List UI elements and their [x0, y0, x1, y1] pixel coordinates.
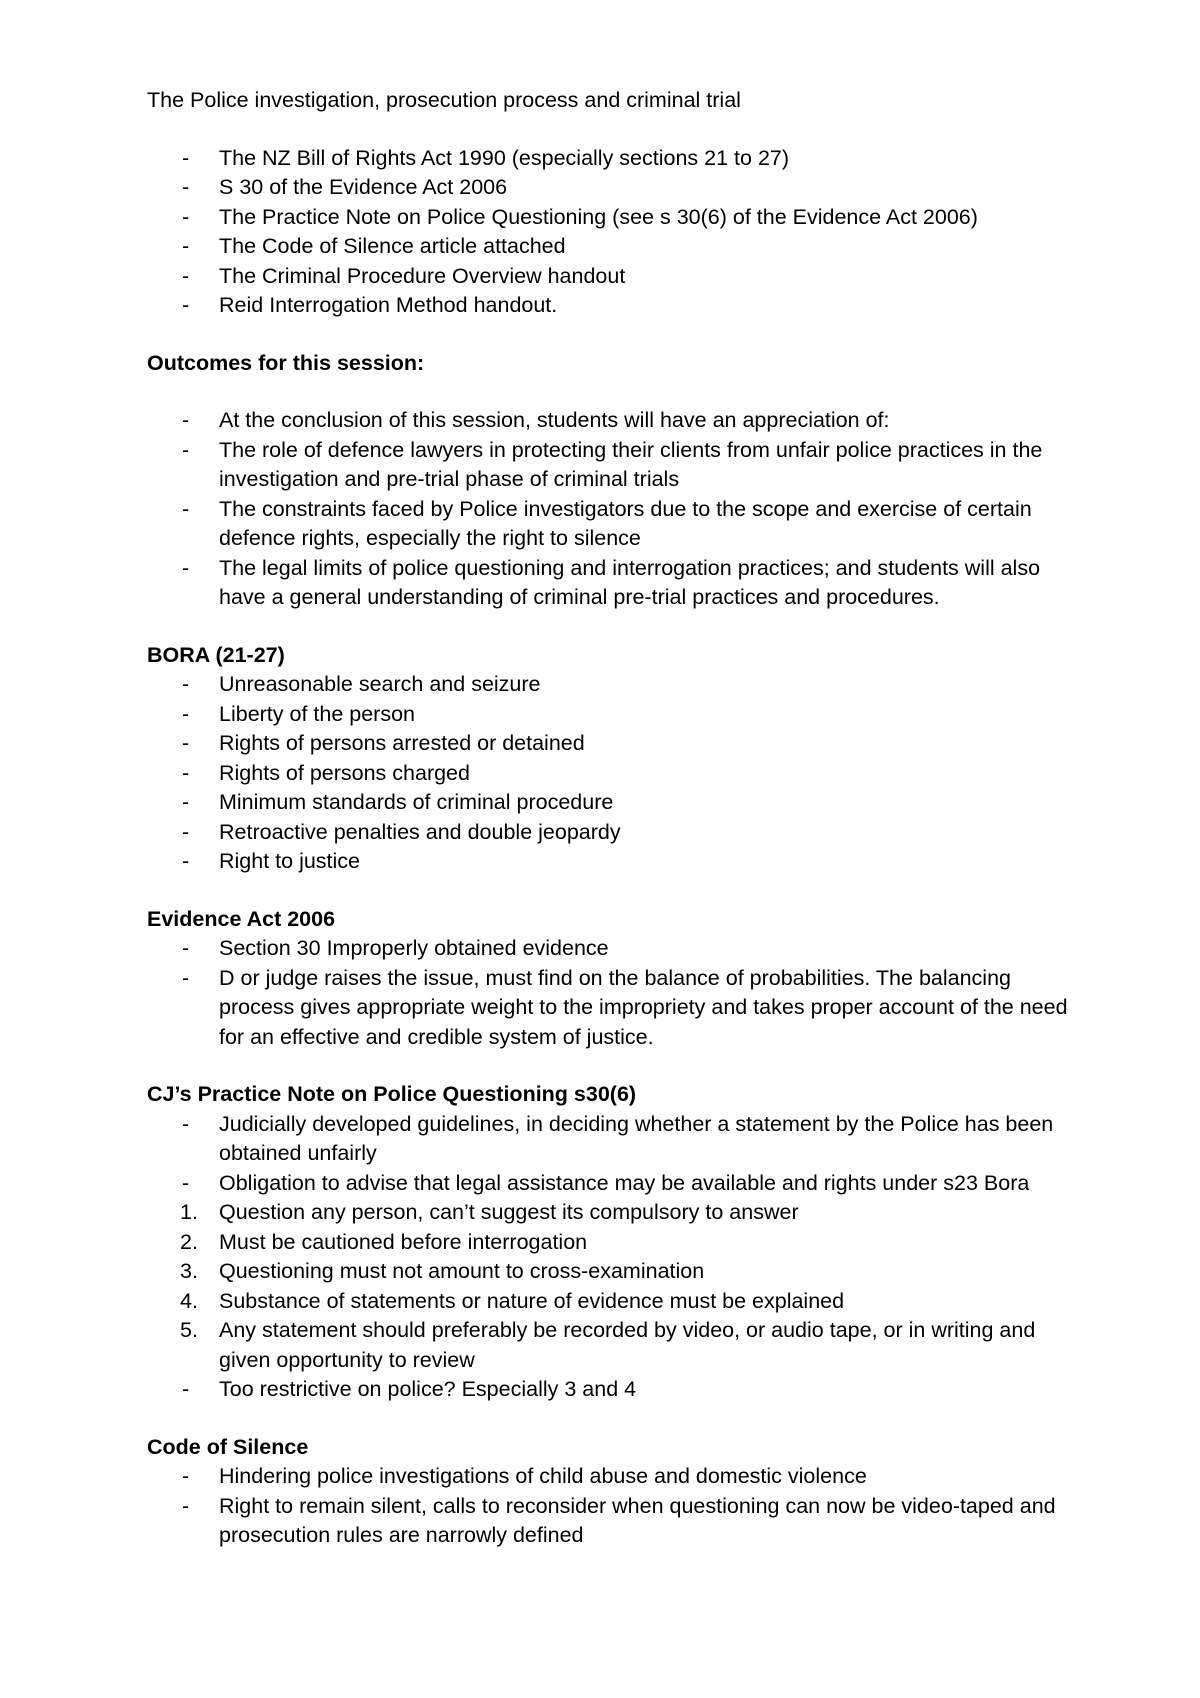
bora-section: [147, 641, 1087, 877]
dash-marker: -: [182, 819, 190, 844]
dash-marker: -: [182, 496, 190, 521]
dash-marker: -: [182, 555, 190, 580]
section-heading: BORA (21-27): [147, 642, 285, 667]
practice-note-section: [147, 1080, 1087, 1405]
list-item: 2. Must be cautioned before interrogation: [147, 1228, 1087, 1258]
dash-marker: -: [182, 408, 190, 432]
dash-marker: -: [182, 234, 190, 258]
list-item: - S 30 of the Evidence Act 2006: [147, 173, 1087, 203]
list-marker: 3.: [180, 1259, 198, 1283]
list-item: - The NZ Bill of Rights Act 1990 (especially sections 21 to 27): [147, 144, 1087, 174]
list-marker: -: [182, 1170, 190, 1195]
dash-marker: -: [182, 293, 190, 317]
dash-marker: -: [182, 790, 190, 814]
dash-marker: -: [182, 204, 190, 229]
code-of-silence-list: [147, 1462, 1087, 1551]
dash-marker: -: [182, 145, 190, 170]
dash-marker: -: [182, 672, 190, 696]
evidence-section: [147, 905, 1087, 1053]
list-item: - The Practice Note on Police Questioning (see s 30(6) of the Evidence Act 2006): [147, 203, 1087, 233]
dash-marker: -: [182, 263, 190, 288]
list-item: - Judicially developed guidelines, in deciding whether a statement by the Police has been obtained unfairly: [182, 1111, 1054, 1165]
code-of-silence-section: [147, 1433, 1087, 1551]
list-item: - Too restrictive on police? Especially 3 and 4: [147, 1375, 1087, 1405]
list-item: - Rights of persons charged: [147, 759, 1087, 789]
list-item: - Obligation to advise that legal assistance may be available and rights under s23 Bora: [147, 1169, 1087, 1199]
dash-marker: -: [182, 701, 190, 726]
dash-marker: -: [182, 965, 190, 990]
list-item: - Rights of persons arrested or detained: [147, 729, 1087, 759]
practice-note-list: [147, 1110, 1087, 1405]
list-item: 3. Questioning must not amount to cross-examination: [147, 1257, 1087, 1287]
document-page: [147, 86, 1087, 1579]
dash-marker: -: [182, 437, 190, 462]
readings-section: [147, 144, 1087, 321]
list-item: 5. Any statement should preferably be recorded by video, or audio tape, or in writing and given opportunity to review: [180, 1318, 1036, 1372]
dash-marker: -: [182, 849, 190, 873]
list-marker: 1.: [180, 1200, 198, 1224]
list-item: - The Code of Silence article attached: [147, 232, 1087, 262]
list-marker: 2.: [180, 1229, 198, 1254]
list-item: - Liberty of the person: [147, 700, 1087, 730]
bora-list: [147, 670, 1087, 877]
document-title: The Police investigation, prosecution process and criminal trial: [147, 88, 741, 112]
dash-marker: -: [182, 1493, 190, 1518]
dash-marker: -: [182, 175, 190, 199]
list-item: 4. Substance of statements or nature of evidence must be explained: [147, 1287, 1087, 1317]
list-marker: 5.: [180, 1318, 198, 1342]
list-item: - Retroactive penalties and double jeopardy: [147, 818, 1087, 848]
list-item: - D or judge raises the issue, must find on the balance of probabilities. The balancing process gives appropriate weight to the impropriety and takes proper account of the need for an effective and credible system of justice.: [182, 965, 1068, 1049]
list-item: - The Criminal Procedure Overview handout: [147, 262, 1087, 292]
dash-marker: -: [182, 936, 190, 960]
list-item: 1. Question any person, can’t suggest its compulsory to answer: [147, 1198, 1087, 1228]
list-item: - The legal limits of police questioning and interrogation practices; and students will also have a general understanding of criminal pre-trial practices and procedures.: [182, 555, 1041, 609]
dash-marker: -: [182, 760, 190, 785]
section-heading: CJ’s Practice Note on Police Questioning s30(6): [147, 1082, 637, 1106]
section-heading: Outcomes for this session:: [147, 350, 425, 375]
outcomes-list: [147, 406, 1087, 613]
list-item: - Section 30 Improperly obtained evidence: [147, 934, 1087, 964]
list-item: - Right to justice: [147, 847, 1087, 877]
section-heading: Evidence Act 2006: [147, 906, 336, 931]
list-item: - The constraints faced by Police investigators due to the scope and exercise of certain defence rights, especially the right to silence: [182, 496, 1032, 550]
list-item: - At the conclusion of this session, students will have an appreciation of:: [147, 406, 1087, 436]
outcomes-section: [147, 349, 1087, 613]
list-marker: -: [182, 1111, 190, 1136]
list-marker: 4.: [180, 1288, 198, 1313]
list-item: - Right to remain silent, calls to reconsider when questioning can now be video-taped and prosecution rules are narrowly defined: [182, 1493, 1056, 1547]
dash-marker: -: [182, 1464, 190, 1488]
section-heading: Code of Silence: [147, 1434, 309, 1459]
readings-list: [147, 144, 1087, 321]
dash-marker: -: [182, 731, 190, 755]
evidence-list: [147, 934, 1087, 1052]
list-item: - Hindering police investigations of child abuse and domestic violence: [147, 1462, 1087, 1492]
list-marker: -: [182, 1377, 190, 1401]
list-item: - Minimum standards of criminal procedure: [147, 788, 1087, 818]
list-item: - Unreasonable search and seizure: [147, 670, 1087, 700]
list-item: - Reid Interrogation Method handout.: [147, 291, 1087, 321]
list-item: - The role of defence lawyers in protecting their clients from unfair police practices in the investigation and pre-trial phase of criminal trials: [182, 437, 1043, 491]
